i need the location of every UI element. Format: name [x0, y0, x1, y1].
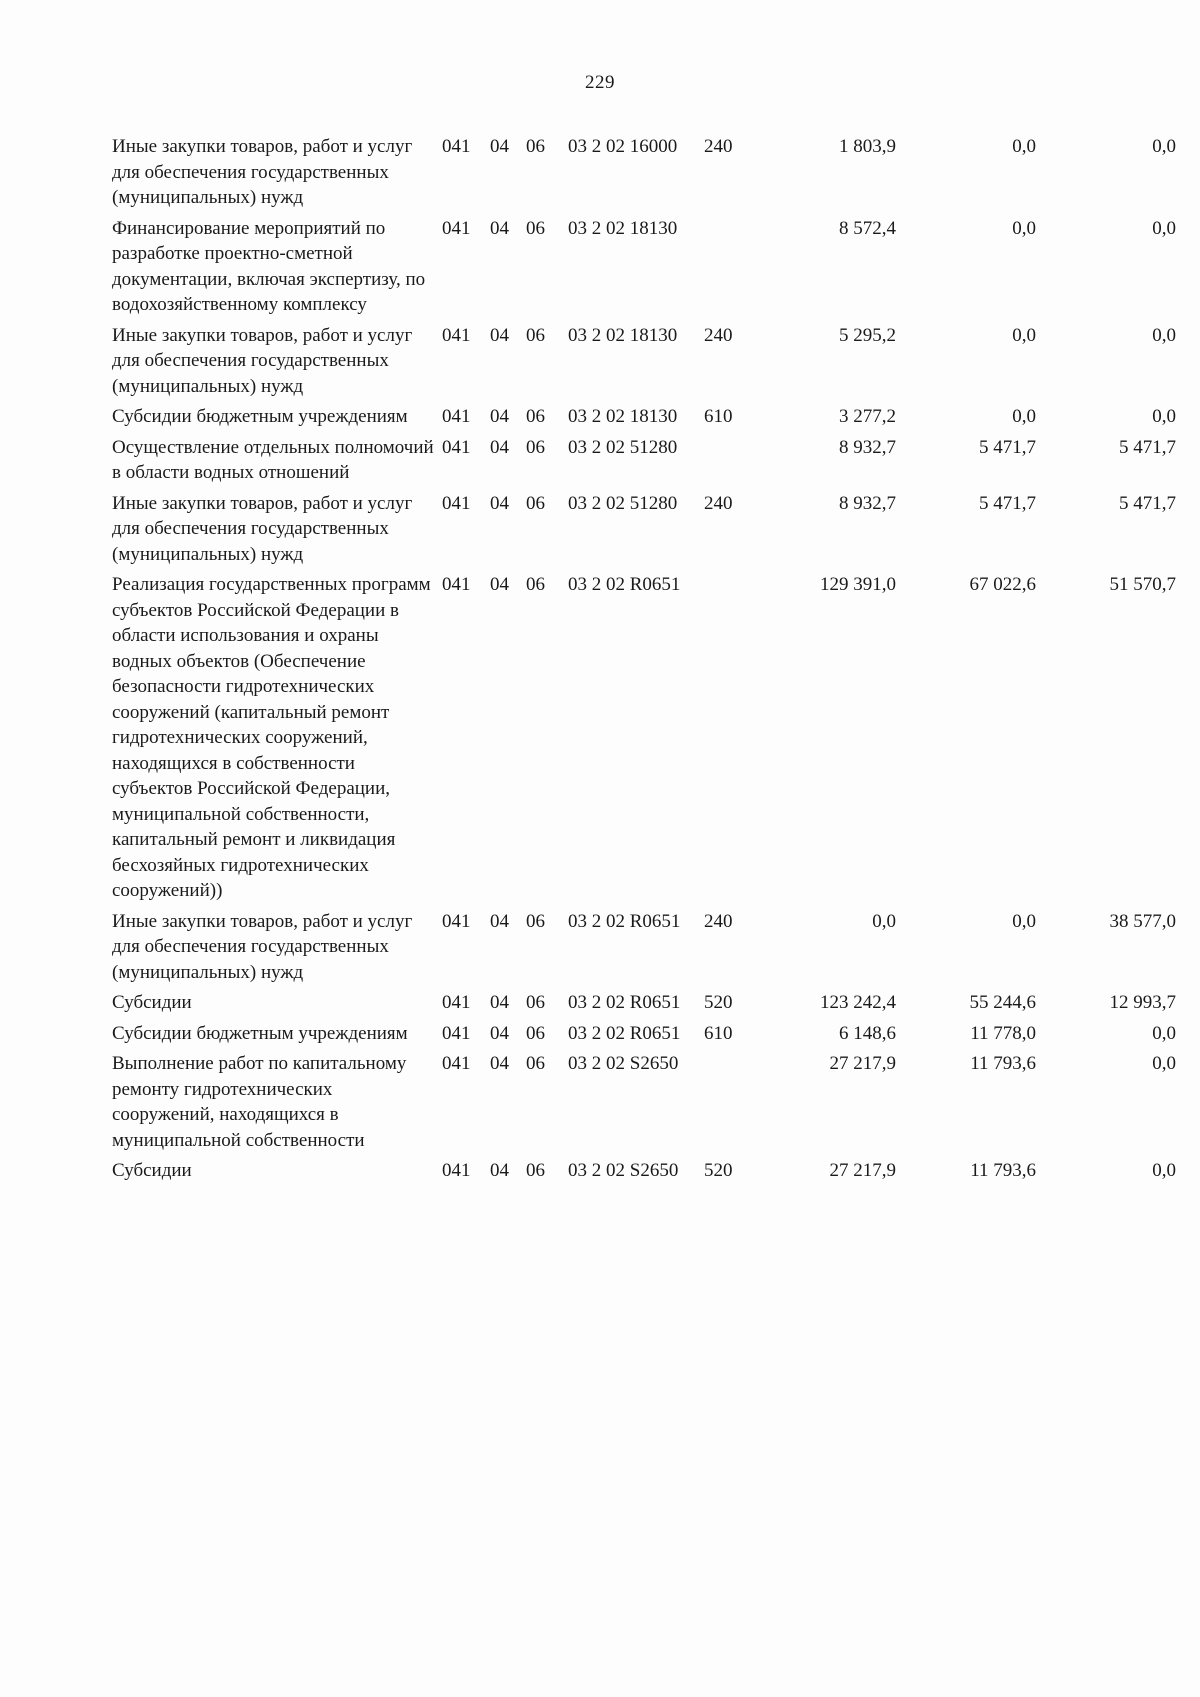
row-sum-3: 0,0 — [1152, 324, 1176, 346]
row-vr — [704, 216, 752, 323]
row-vr — [704, 435, 752, 491]
row-rz: 04 — [490, 992, 509, 1013]
row-vr — [704, 1051, 752, 1158]
row-csr: 03 2 02 18130 — [568, 324, 678, 346]
row-vr: 520 — [704, 1160, 733, 1181]
table-row — [112, 134, 1180, 216]
row-pr: 06 — [526, 910, 545, 932]
row-vr: 240 — [704, 324, 733, 346]
row-sum-2: 67 022,6 — [969, 574, 1036, 595]
table-body — [112, 134, 1180, 1189]
table-row — [112, 491, 1180, 573]
row-pr: 06 — [526, 574, 545, 595]
row-ved: 041 — [442, 992, 471, 1013]
row-ved: 041 — [442, 406, 471, 427]
row-name: Иные закупки товаров, работ и услуг для обеспечения государственных (муниципальных) нужд — [112, 136, 413, 208]
row-rz: 04 — [490, 1022, 509, 1044]
row-ved: 041 — [442, 1053, 471, 1074]
row-sum-1: 5 295,2 — [839, 324, 896, 346]
table-row — [112, 435, 1180, 491]
row-name: Иные закупки товаров, работ и услуг для обеспечения государственных (муниципальных) нужд — [112, 910, 413, 983]
row-pr: 06 — [526, 136, 545, 157]
row-sum-2: 0,0 — [1012, 217, 1036, 239]
row-sum-1: 123 242,4 — [820, 992, 896, 1013]
row-name: Субсидии бюджетным учреждениям — [112, 1022, 408, 1044]
row-rz: 04 — [490, 436, 509, 458]
row-sum-2: 11 778,0 — [970, 1022, 1036, 1044]
row-sum-2: 11 793,6 — [970, 1160, 1036, 1181]
row-vr: 520 — [704, 992, 733, 1013]
row-rz: 04 — [490, 406, 509, 427]
row-csr: 03 2 02 R0651 — [568, 1022, 681, 1044]
row-csr: 03 2 02 16000 — [568, 136, 678, 157]
row-sum-2: 0,0 — [1012, 136, 1036, 157]
row-pr: 06 — [526, 492, 545, 514]
row-rz: 04 — [490, 324, 509, 346]
row-csr: 03 2 02 R0651 — [568, 992, 681, 1013]
row-ved: 041 — [442, 136, 471, 157]
table-row — [112, 404, 1180, 435]
row-pr: 06 — [526, 324, 545, 346]
row-pr: 06 — [526, 217, 545, 239]
row-ved: 041 — [442, 1160, 471, 1181]
row-csr: 03 2 02 R0651 — [568, 910, 681, 932]
table-row — [112, 323, 1180, 405]
table-row — [112, 1158, 1180, 1189]
row-ved: 041 — [442, 492, 471, 514]
row-ved: 041 — [442, 910, 471, 932]
page-number: 229 — [585, 72, 615, 93]
row-name: Субсидии — [112, 1160, 192, 1181]
row-sum-1: 8 932,7 — [839, 436, 896, 458]
row-ved: 041 — [442, 436, 471, 458]
row-name: Иные закупки товаров, работ и услуг для обеспечения государственных (муниципальных) нужд — [112, 324, 413, 397]
table-row — [112, 909, 1180, 991]
row-name: Выполнение работ по капитальному ремонту гидротехнических сооружений, находящихся в муниципальной собственности — [112, 1053, 407, 1151]
row-sum-1: 129 391,0 — [820, 574, 896, 595]
row-csr: 03 2 02 S2650 — [568, 1160, 679, 1181]
row-pr: 06 — [526, 1053, 545, 1074]
row-csr: 03 2 02 S2650 — [568, 1053, 679, 1074]
row-sum-3: 0,0 — [1152, 1053, 1176, 1074]
row-name: Субсидии — [112, 992, 192, 1013]
row-vr: 240 — [704, 136, 733, 157]
row-pr: 06 — [526, 406, 545, 427]
row-sum-3: 5 471,7 — [1119, 492, 1176, 514]
row-sum-1: 3 277,2 — [839, 406, 896, 427]
table-row — [112, 216, 1180, 323]
table-row — [112, 1021, 1180, 1052]
row-sum-1: 0,0 — [872, 910, 896, 932]
row-vr: 240 — [704, 492, 733, 514]
row-vr: 610 — [704, 406, 733, 427]
row-rz: 04 — [490, 1160, 509, 1181]
row-sum-3: 0,0 — [1152, 1022, 1176, 1044]
row-name: Реализация государственных программ субъектов Российской Федерации в области использования и охраны водных объектов (Обеспечение безопасности гидротехнических сооружений (капитальный ремонт гидротехнических сооружений, находящихся в собственности субъектов Российской Федерации, муниципальной собственности, капитальный ремонт и ликвидация бесхозяйных гидротехнических сооружений)) — [112, 574, 431, 901]
row-rz: 04 — [490, 1053, 509, 1074]
row-sum-1: 27 217,9 — [829, 1053, 896, 1074]
row-sum-2: 55 244,6 — [969, 992, 1036, 1013]
row-pr: 06 — [526, 1160, 545, 1181]
row-sum-3: 0,0 — [1152, 1160, 1176, 1181]
row-sum-3: 5 471,7 — [1119, 436, 1176, 458]
row-sum-1: 8 932,7 — [839, 492, 896, 514]
row-rz: 04 — [490, 217, 509, 239]
table-row — [112, 1051, 1180, 1158]
budget-table — [112, 134, 1180, 1189]
row-sum-3: 51 570,7 — [1109, 574, 1176, 595]
row-sum-2: 5 471,7 — [979, 436, 1036, 458]
row-sum-1: 8 572,4 — [839, 217, 896, 239]
row-csr: 03 2 02 R0651 — [568, 574, 681, 595]
row-sum-3: 0,0 — [1152, 217, 1176, 239]
row-name: Иные закупки товаров, работ и услуг для обеспечения государственных (муниципальных) нужд — [112, 492, 413, 565]
row-sum-2: 0,0 — [1012, 910, 1036, 932]
row-sum-1: 27 217,9 — [829, 1160, 896, 1181]
row-sum-3: 12 993,7 — [1109, 992, 1176, 1013]
row-csr: 03 2 02 51280 — [568, 436, 678, 458]
table-row — [112, 572, 1180, 909]
row-csr: 03 2 02 18130 — [568, 217, 678, 239]
row-name: Осуществление отдельных полномочий в области водных отношений — [112, 436, 434, 483]
row-rz: 04 — [490, 136, 509, 157]
table-row — [112, 990, 1180, 1021]
row-name: Субсидии бюджетным учреждениям — [112, 406, 408, 427]
row-pr: 06 — [526, 1022, 545, 1044]
row-vr — [704, 572, 752, 909]
row-pr: 06 — [526, 436, 545, 458]
row-csr: 03 2 02 18130 — [568, 406, 678, 427]
row-rz: 04 — [490, 574, 509, 595]
row-sum-2: 11 793,6 — [970, 1053, 1036, 1074]
row-ved: 041 — [442, 1022, 471, 1044]
row-ved: 041 — [442, 217, 471, 239]
row-rz: 04 — [490, 492, 509, 514]
row-vr: 240 — [704, 910, 733, 932]
row-sum-3: 0,0 — [1152, 136, 1176, 157]
row-csr: 03 2 02 51280 — [568, 492, 678, 514]
row-ved: 041 — [442, 324, 471, 346]
row-sum-3: 0,0 — [1152, 406, 1176, 427]
row-sum-3: 38 577,0 — [1109, 910, 1176, 932]
row-ved: 041 — [442, 574, 471, 595]
row-pr: 06 — [526, 992, 545, 1013]
row-sum-1: 1 803,9 — [839, 136, 896, 157]
row-sum-2: 0,0 — [1012, 406, 1036, 427]
row-sum-2: 5 471,7 — [979, 492, 1036, 514]
row-vr: 610 — [704, 1022, 733, 1044]
row-sum-1: 6 148,6 — [839, 1022, 896, 1044]
row-name: Финансирование мероприятий по разработке проектно-сметной документации, включая экспертизу, по водохозяйственному комплексу — [112, 217, 426, 315]
row-rz: 04 — [490, 910, 509, 932]
row-sum-2: 0,0 — [1012, 324, 1036, 346]
